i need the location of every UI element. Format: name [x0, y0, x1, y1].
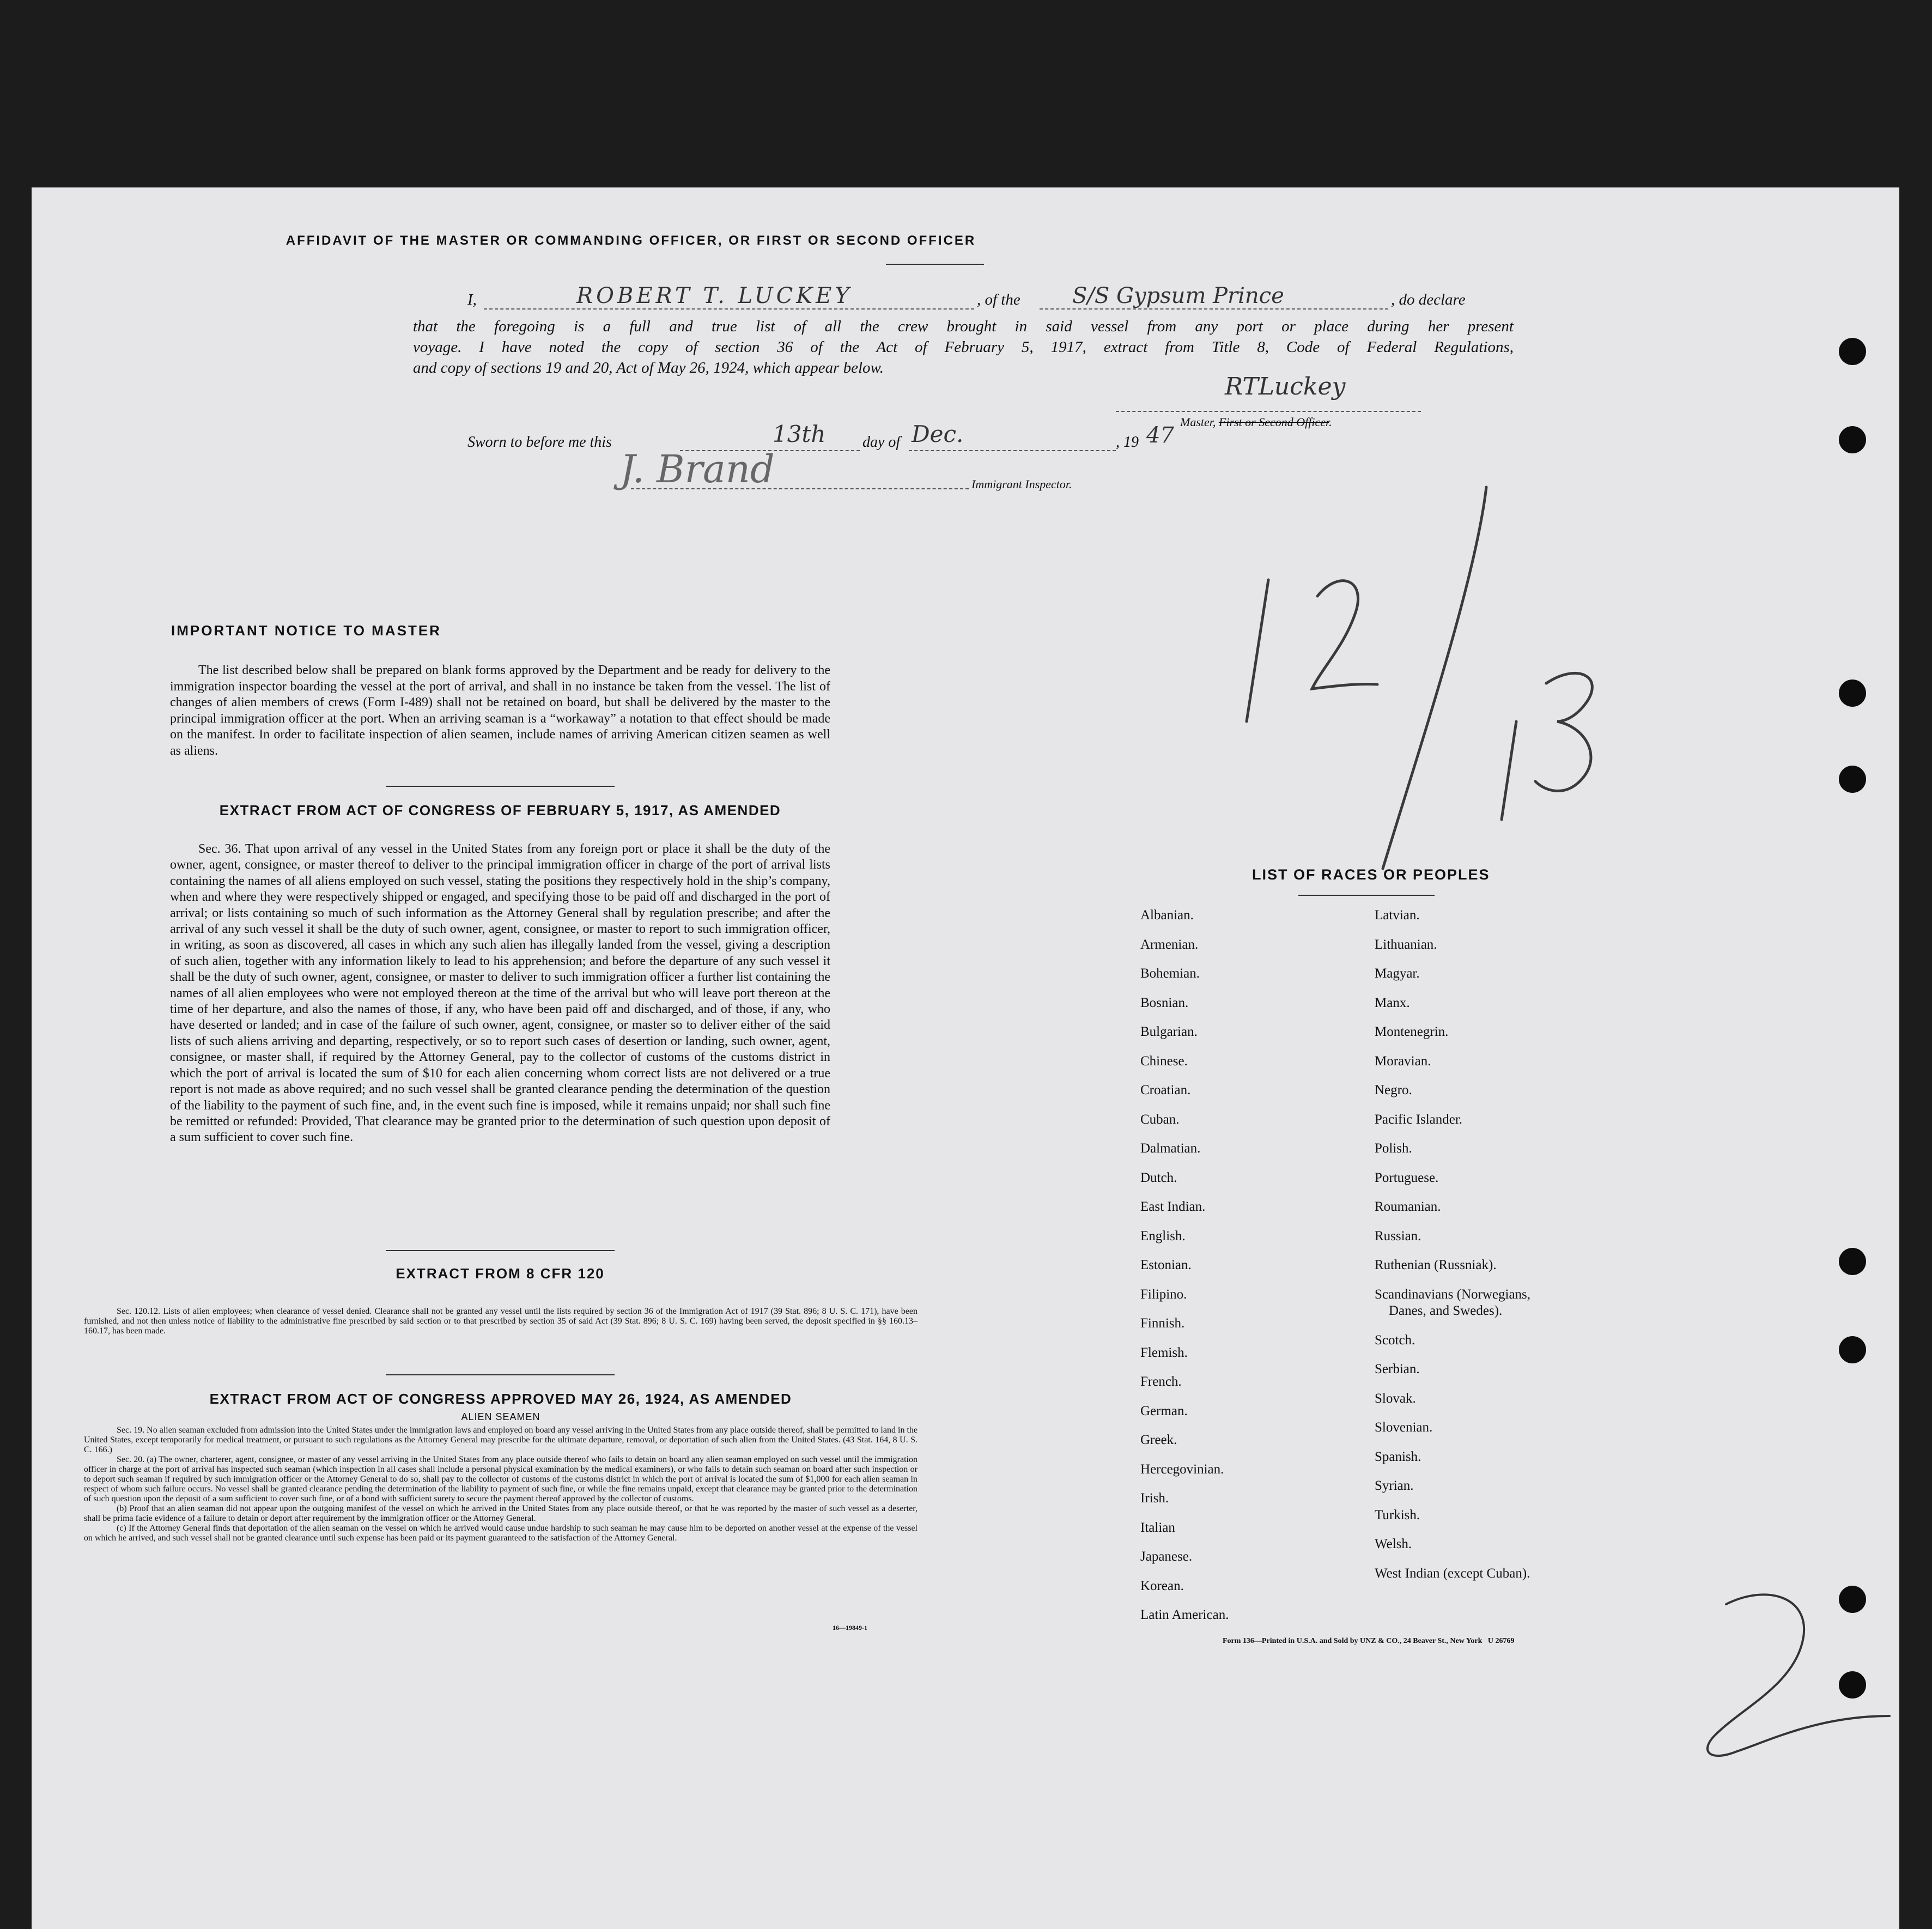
- sworn-month-line: [909, 450, 1116, 451]
- extract-1924-title: EXTRACT FROM ACT OF CONGRESS APPROVED MAY 26, 1924, AS AMENDED: [209, 1391, 792, 1407]
- race-right-item: Moravian.: [1375, 1053, 1431, 1069]
- master-caption-struck: First or Second Officer: [1218, 415, 1329, 429]
- extract-1917-title: EXTRACT FROM ACT OF CONGRESS OF FEBRUARY 5, 1917, AS AMENDED: [219, 802, 781, 818]
- extract-cfr-title: EXTRACT FROM 8 CFR 120: [396, 1265, 605, 1282]
- sec-19-paragraph: Sec. 19. No alien seaman excluded from admission into the United States under the immigration laws and employed on board any vessel arriving in the United States from any place outside thereof, shall be permitted to land in the United States, except temporarily for medical treatment, or pursuant to such regulations as the Attorney General may prescribe for the ultimate departure, removal, or deportation of such alien from the United States. (43 Stat. 164, 8 U. S. C. 166.): [84, 1425, 918, 1454]
- race-left-item: Dalmatian.: [1140, 1141, 1201, 1156]
- affidavit-title: AFFIDAVIT OF THE MASTER OR COMMANDING OFFICER, OR FIRST OR SECOND OFFICER: [285, 233, 976, 248]
- race-left-item: Korean.: [1140, 1578, 1184, 1593]
- punch-hole: [1839, 1671, 1866, 1699]
- race-right-item: Slovak.: [1375, 1391, 1416, 1406]
- master-name: ROBERT T. LUCKEY: [576, 283, 853, 308]
- race-left-item: Flemish.: [1140, 1345, 1188, 1360]
- races-title: LIST OF RACES OR PEOPLES: [1252, 866, 1490, 883]
- master-signature-line: [1116, 411, 1421, 412]
- race-left-item: Finnish.: [1140, 1316, 1185, 1331]
- statement-line-2: voyage. I have noted the copy of section 36 of the Act of February 5, 1917, extract from Title 8, Code of Federal Regulations,: [413, 338, 1514, 356]
- affidavit-form-page: [32, 187, 1899, 1929]
- race-left-item: Armenian.: [1140, 937, 1199, 952]
- race-left-item: Bohemian.: [1140, 966, 1200, 981]
- day-of-label: day of: [862, 434, 901, 451]
- race-right-item: Latvian.: [1375, 908, 1420, 923]
- extract-1917-rule: [386, 1250, 615, 1251]
- race-right-item: Ruthenian (Russniak).: [1375, 1258, 1497, 1272]
- race-right-item: Russian.: [1375, 1228, 1421, 1243]
- race-right-item: Montenegrin.: [1375, 1024, 1449, 1039]
- race-left-item: Filipino.: [1140, 1287, 1187, 1302]
- race-left-item: Bulgarian.: [1140, 1024, 1198, 1039]
- vessel-name: S/S Gypsum Prince: [1072, 283, 1284, 308]
- sec-20a-paragraph: Sec. 20. (a) The owner, charterer, agent, consignee, or master of any vessel arriving in the United States from any place outside thereof who fails to detain on board any alien seaman employed on such vessel until the immigration officer in charge at the port of arrival has inspected such seaman (which inspection in all cases shall include a personal physical examination by the medical examiners), or who fails to detain such seaman on board after such inspection or to deport such seaman if required by such immigration officer or the Attorney General to do so, shall pay to the collector of customs of the customs district in which the port of arrival is located the sum of $1,000 for each alien seaman in respect of whom such failure occurs. No vessel shall be granted clearance pending the determination of the liability to payment of such fine, or while the fine remains unpaid, except that clearance may be granted prior to the determination of such question upon the deposit of a sum sufficient to cover such fine, or of a bond with sufficient surety to secure the payment thereof approved by the collector of customs.: [84, 1455, 918, 1503]
- extract-1924-subtitle: ALIEN SEAMEN: [461, 1411, 540, 1422]
- race-left-item: Irish.: [1140, 1491, 1169, 1506]
- race-right-item: Turkish.: [1375, 1507, 1420, 1522]
- date-stroke-2: [1312, 581, 1377, 689]
- race-left-item: German.: [1140, 1403, 1188, 1418]
- race-left-item: French.: [1140, 1374, 1182, 1389]
- extract-1917-body: Sec. 36. That upon arrival of any vessel in the United States from any foreign port or place it shall be the duty of the owner, agent, consignee, or master thereof to deliver to the principal immigration officer in charge of the port of arrival lists containing the names of all aliens employed on such vessel, stating the positions they respectively hold in the ship’s company, when and where they were respectively shipped or engaged, and specifying those to be paid off and discharged in the port of arrival; or lists containing so much of such information as the Attorney General shall by regulation prescribe; and after the arrival of any such vessel it shall be the duty of such owner, agent, consignee, or master to report to such immigration officer, in writing, as soon as discovered, all cases in which any such alien has illegally landed from the vessel, giving a description of such alien, together with any information likely to lead to his apprehension; and before the departure of any such vessel it shall be the duty of such owner, agent, consignee, or master to deliver to such immigration officer a further list containing the names of all alien employees who were not employed thereon at the time of the arrival but who will leave port thereon at the time of her departure, and also the names of those, if any, who have been paid off and discharged, and of those, if any, who have deserted or landed; and in case of the failure of such owner, agent, consignee, or master so to deliver either of the said lists of such aliens arriving and departing, respectively, or so to report such cases of desertion or landing, such owner, agent, consignee, or master shall, if required by the Attorney General, pay to the collector of customs of the customs district in which the port of arrival is located the sum of $10 for each alien concerning whom correct lists are not delivered or a true report is not made as above required; and no such vessel shall be granted clearance pending the determination of the question of the liability to the payment of such fine, and, in the event such fine is imposed, while it remains unpaid; nor shall such fine be remitted or refunded: Provided, That clearance may be granted prior to the determination of such question upon deposit of a sum sufficient to cover such fine.: [170, 842, 830, 1145]
- notice-body: The list described below shall be prepared on blank forms approved by the Department and be ready for delivery to the immigration inspector boarding the vessel at the port of arrival, and shall in no instance be taken from the vessel. The list of changes of alien members of crews (Form I-489) shall not be retained on board, but shall be delivered by the master to the principal immigration officer at the port. When an arriving seaman is a “workaway” a notation to that effect should be made on the manifest. In order to facilitate inspection of alien seamen, include names of arriving American citizen seamen as well as aliens.: [170, 663, 830, 758]
- race-left-item: Dutch.: [1140, 1170, 1177, 1185]
- notice-title-text: IMPORTANT NOTICE TO MASTER: [171, 622, 441, 639]
- race-left-item: Hercegovinian.: [1140, 1461, 1224, 1477]
- race-right-item: Serbian.: [1375, 1362, 1420, 1376]
- race-right-item: Lithuanian.: [1375, 937, 1437, 952]
- master-signature: RTLuckey: [1225, 373, 1346, 401]
- statement-line-3: and copy of sections 19 and 20, Act of May 26, 1924, which appear below.: [413, 359, 884, 377]
- page-number-text: 2: [1677, 1582, 1678, 1583]
- date-slash: [1383, 487, 1486, 869]
- vessel-name-line: [1040, 308, 1388, 310]
- inspector-caption: Immigrant Inspector.: [971, 477, 1072, 491]
- race-left-item: Albanian.: [1140, 908, 1194, 923]
- race-right-item: Roumanian.: [1375, 1199, 1441, 1214]
- inspector-signature: J. Brand: [620, 447, 775, 492]
- date-stroke-4: [1535, 673, 1592, 791]
- race-left-item: Cuban.: [1140, 1112, 1180, 1127]
- races-rule: [1298, 895, 1435, 896]
- form-print-line: Form 136—Printed in U.S.A. and Sold by UNZ & CO., 24 Beaver St., New York U 26769: [1223, 1637, 1515, 1645]
- race-right-item: Polish.: [1375, 1141, 1412, 1156]
- of-the-label: , of the: [977, 291, 1020, 308]
- sec-20c-paragraph: (c) If the Attorney General finds that deportation of the alien seaman on the vessel on which he arrived would cause undue hardship to such seaman he may cause him to be deported on another vessel at the expense of the vessel on which he arrived, and such vessel shall not be granted clearance until such expense has been paid or its payment guaranteed to the satisfaction of the Attorney General.: [84, 1524, 918, 1543]
- punch-hole: [1839, 766, 1866, 793]
- race-right-item: Spanish.: [1375, 1449, 1421, 1464]
- master-caption-prefix: Master,: [1180, 415, 1216, 429]
- punch-hole: [1839, 426, 1866, 453]
- race-right-item: Manx.: [1375, 995, 1410, 1010]
- race-left-item: English.: [1140, 1228, 1186, 1243]
- race-right-item: Slovenian.: [1375, 1420, 1433, 1435]
- race-right-item: Syrian.: [1375, 1478, 1414, 1493]
- handwritten-date-mark: [1203, 471, 1693, 907]
- affidavit-statement: [413, 316, 1514, 378]
- race-right-item: Negro.: [1375, 1083, 1412, 1097]
- print-code: 16—19849-1: [833, 1624, 867, 1631]
- punch-hole: [1839, 338, 1866, 365]
- punch-hole: [1839, 1336, 1866, 1363]
- master-name-line: [484, 308, 974, 310]
- race-left-item: Bosnian.: [1140, 995, 1189, 1010]
- sworn-label: Sworn to before me this: [467, 434, 612, 451]
- title-rule: [886, 264, 984, 265]
- inspector-signature-line: [631, 488, 969, 489]
- race-right-item: Pacific Islander.: [1375, 1112, 1463, 1127]
- notice-rule: [386, 786, 615, 787]
- race-left-item: Latin American.: [1140, 1608, 1229, 1622]
- extract-1924-body: [84, 1425, 918, 1543]
- date-stroke-3: [1502, 721, 1516, 820]
- race-right-item: Welsh.: [1375, 1537, 1412, 1551]
- sec-20b-paragraph: (b) Proof that an alien seaman did not appear upon the outgoing manifest of the vessel on which he arrived in the United States from any place outside thereof, or that he was reported by the master of such vessel as a deserter, shall be prima facie evidence of a failure to detain or deport after requirement by the immigration officer or the Attorney General.: [84, 1504, 918, 1523]
- extract-cfr-rule: [386, 1374, 615, 1375]
- race-right-item: Magyar.: [1375, 966, 1420, 981]
- punch-hole: [1839, 1248, 1866, 1275]
- sworn-month: Dec.: [912, 421, 964, 447]
- race-left-item: Estonian.: [1140, 1258, 1192, 1272]
- sworn-day: 13th: [773, 421, 826, 447]
- do-declare-label: , do declare: [1391, 291, 1466, 308]
- race-left-item: Chinese.: [1140, 1053, 1188, 1069]
- punch-hole: [1839, 680, 1866, 707]
- i-label: I,: [467, 291, 477, 308]
- race-right-item: Portuguese.: [1375, 1170, 1439, 1185]
- race-left-item: East Indian.: [1140, 1199, 1206, 1214]
- extract-cfr-body: Sec. 120.12. Lists of alien employees; when clearance of vessel denied. Clearance shall not be granted any vessel until the lists required by section 36 of the Immigration Act of 1917 (39 Stat. 896; 8 U. S. C. 171), have been furnished, and not then unless notice of liability to the administrative fine prescribed by said section or to that prescribed by section 35 of said Act (39 Stat. 896; 8 U. S. C. 169) having been served, the deposit specified in §§ 160.13–160.17, has been made.: [84, 1307, 918, 1336]
- date-stroke-1: [1247, 580, 1268, 721]
- race-left-item: Croatian.: [1140, 1083, 1191, 1097]
- race-right-item: Danes, and Swedes).: [1389, 1303, 1503, 1318]
- punch-hole: [1839, 1586, 1866, 1613]
- race-right-item: Scotch.: [1375, 1332, 1415, 1348]
- notice-title: [32, 622, 581, 639]
- race-left-item: Greek.: [1140, 1433, 1177, 1447]
- race-right-item: West Indian (except Cuban).: [1375, 1566, 1530, 1581]
- handwritten-page-number: [1677, 1582, 1906, 1762]
- race-left-item: Italian: [1140, 1520, 1175, 1535]
- sworn-year: 47: [1146, 423, 1174, 448]
- master-caption: Master, First or Second Officer.: [1180, 415, 1332, 429]
- race-left-item: Japanese.: [1140, 1549, 1193, 1564]
- statement-line-1: that the foregoing is a full and true list of all the crew brought in said vessel from any port or place during her present: [413, 318, 1514, 335]
- race-right-item: Scandinavians (Norwegians,: [1375, 1287, 1531, 1302]
- year-prefix: , 19: [1116, 434, 1139, 451]
